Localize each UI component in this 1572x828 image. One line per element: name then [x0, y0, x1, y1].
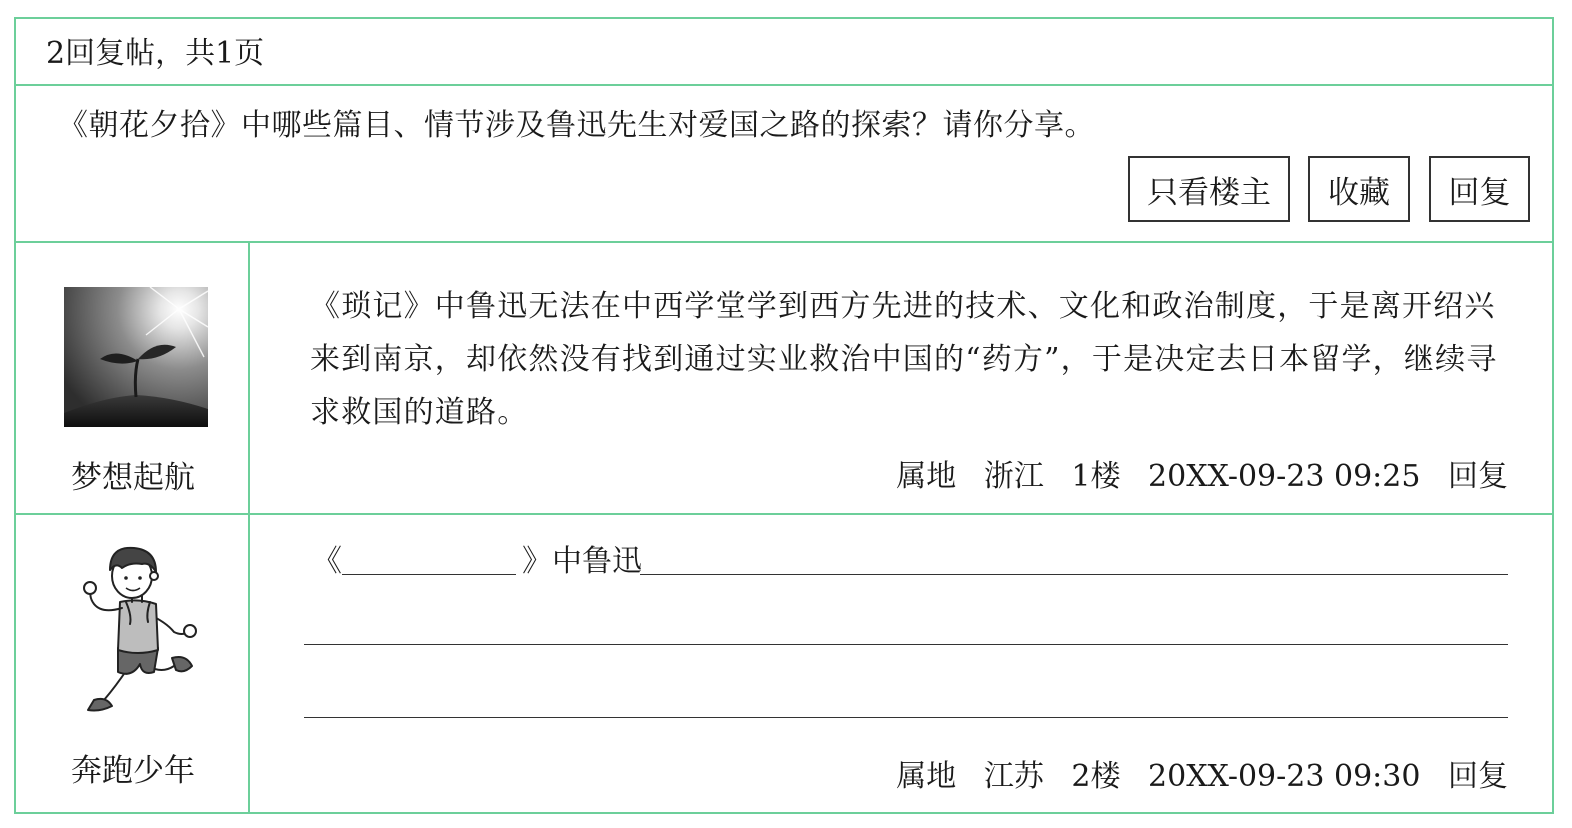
- post-datetime: 20XX-09-23 09:25: [1148, 459, 1421, 494]
- title-open-bracket: 《: [312, 544, 342, 579]
- title-blank[interactable]: [342, 574, 516, 575]
- sprout-photo-icon: [64, 287, 208, 427]
- divider: [14, 241, 1554, 243]
- running-boy-icon: [70, 540, 200, 724]
- post-meta: [896, 751, 1508, 795]
- answer-blank[interactable]: [304, 717, 1508, 718]
- answer-blank[interactable]: [304, 644, 1508, 645]
- avatar[interactable]: [64, 287, 208, 427]
- only-op-button[interactable]: 只看楼主: [1128, 156, 1290, 222]
- floor-number: 2楼: [1071, 759, 1121, 794]
- divider: [248, 241, 250, 814]
- answer-prefix: 》中鲁迅: [522, 544, 642, 579]
- reply-link[interactable]: 回复: [1448, 459, 1508, 494]
- answer-blank[interactable]: [640, 574, 1508, 575]
- question-text: 《朝花夕拾》中哪些篇目、情节涉及鲁迅先生对爱国之路的探索？请你分享。: [58, 108, 1095, 143]
- floor-number: 1楼: [1071, 459, 1121, 494]
- divider: [14, 84, 1554, 86]
- thread-summary: 2回复帖，共1页: [46, 36, 265, 71]
- location-label: 属地: [896, 459, 957, 494]
- reply-button[interactable]: 回复: [1429, 156, 1530, 222]
- post-meta: [896, 451, 1508, 495]
- username[interactable]: 梦想起航: [71, 460, 195, 496]
- location: 浙江: [983, 459, 1044, 494]
- favorite-button[interactable]: 收藏: [1308, 156, 1410, 222]
- username[interactable]: 奔跑少年: [71, 753, 195, 789]
- location: 江苏: [983, 759, 1044, 794]
- post-body: 《琐记》中鲁迅无法在中西学堂学到西方先进的技术、文化和政治制度，于是离开绍兴来到南京，却依然没有找到通过实业救治中国的“药方”，于是决定去日本留学，继续寻求救国的道路。: [310, 289, 1498, 430]
- avatar[interactable]: [70, 540, 200, 724]
- reply-link[interactable]: 回复: [1448, 759, 1508, 794]
- divider: [14, 513, 1554, 515]
- post-datetime: 20XX-09-23 09:30: [1148, 759, 1421, 794]
- location-label: 属地: [896, 759, 957, 794]
